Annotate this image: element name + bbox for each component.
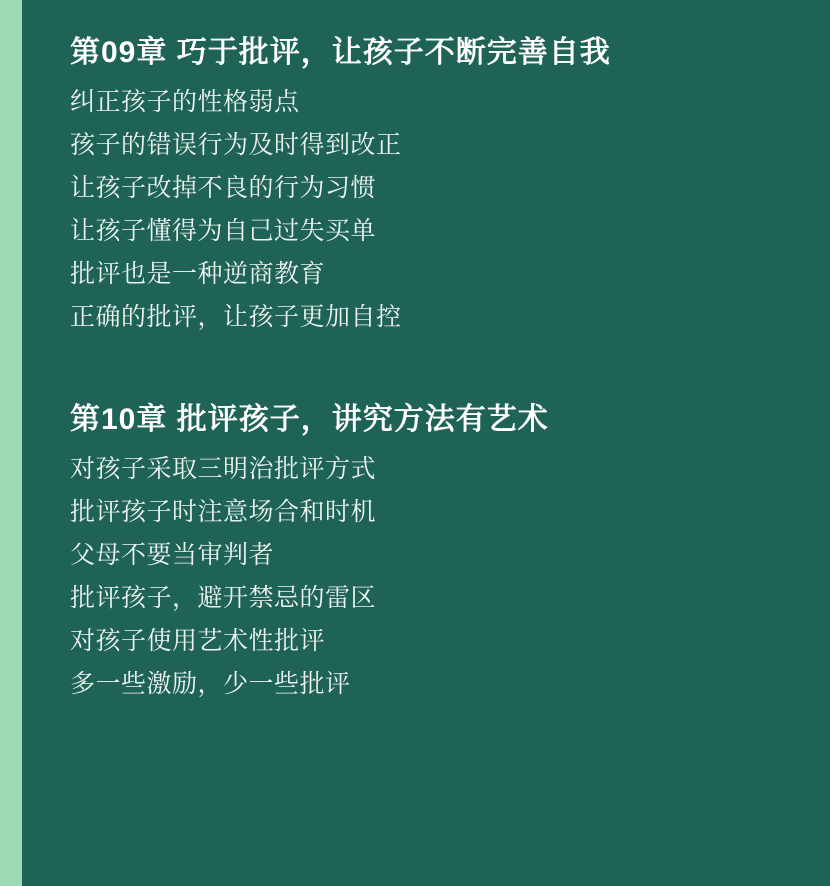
list-item: 批评也是一种逆商教育 [70,260,326,288]
chapter-title: 第10章 批评孩子，讲究方法有艺术 [70,403,549,436]
list-item: 对孩子使用艺术性批评 [70,627,326,655]
list-item: 让孩子改掉不良的行为习惯 [70,174,377,202]
list-item: 对孩子采取三明治批评方式 [70,455,377,483]
list-item: 纠正孩子的性格弱点 [70,88,300,116]
list-item: 孩子的错误行为及时得到改正 [70,131,402,159]
list-item: 多一些激励，少一些批评 [70,670,351,698]
content-area [40,0,830,886]
left-edge-strip [0,0,22,886]
section-list [70,448,806,706]
chapter-block [70,397,806,706]
chapter-block [70,30,806,339]
list-item: 让孩子懂得为自己过失买单 [70,217,377,245]
chapter-title: 第09章 巧于批评，让孩子不断完善自我 [70,36,611,69]
list-item: 正确的批评，让孩子更加自控 [70,303,402,331]
chapter-spacer [70,345,806,397]
list-item: 批评孩子时注意场合和时机 [70,498,377,526]
list-item: 父母不要当审判者 [70,541,275,569]
left-edge-gap [22,0,40,886]
section-list [70,81,806,339]
list-item: 批评孩子，避开禁忌的雷区 [70,584,377,612]
